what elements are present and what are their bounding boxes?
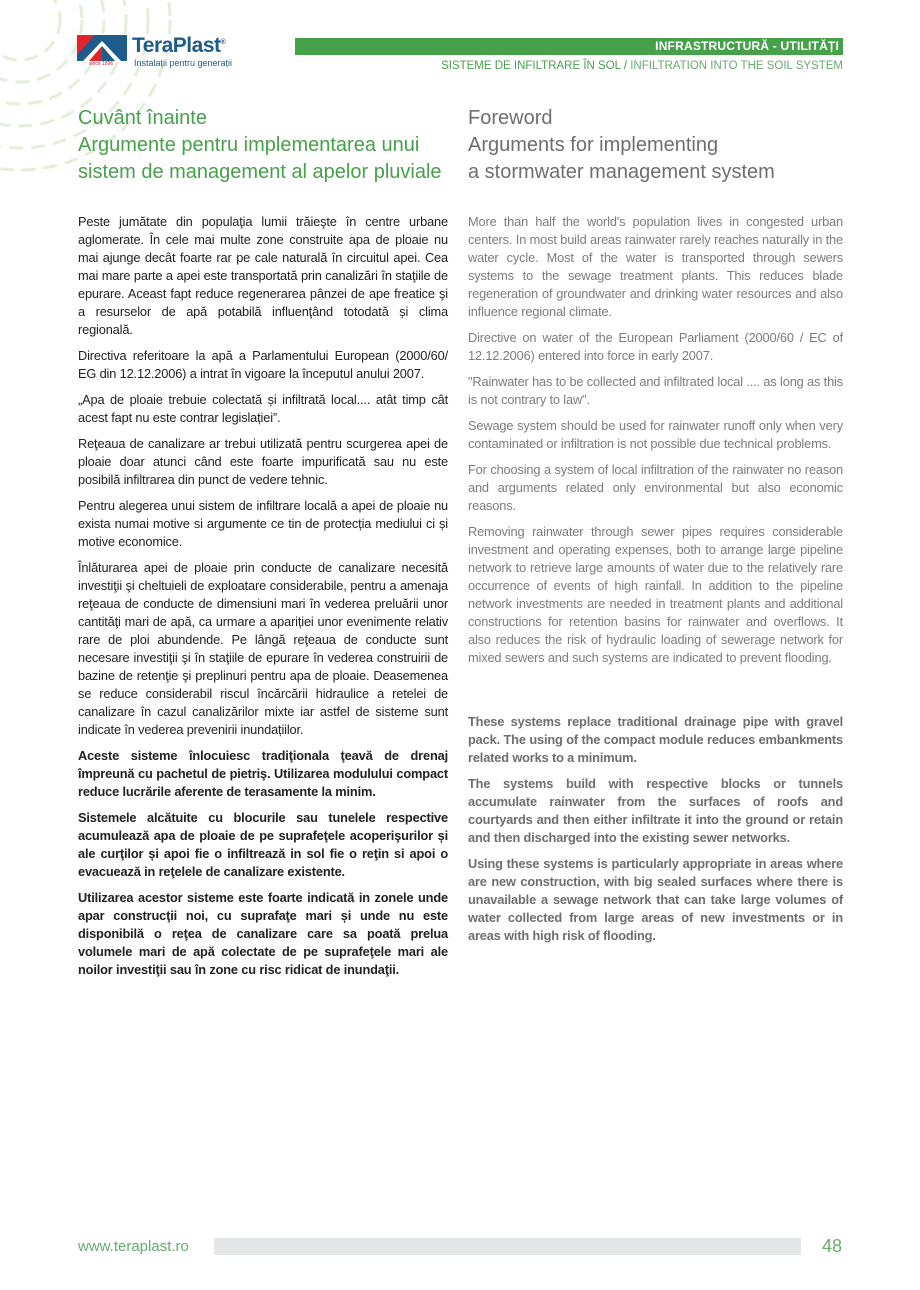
body-ro xyxy=(78,213,448,979)
heading-ro xyxy=(78,105,448,186)
bold-paragraph: Aceste sisteme înlocuiesc tradiţionala ţeavă de drenaj împreună cu pachetul de pietriş. Utilizarea modulului compact reduce lucrările aferente de terasamente la minim. xyxy=(78,748,448,799)
heading-line: Cuvânt înainte xyxy=(78,107,207,129)
subtitle-separator: / xyxy=(620,60,631,72)
spacer xyxy=(468,675,843,713)
bold-paragraph: Sistemele alcătuite cu blocurile sau tunelele respective acumulează apa de ploaie de pe suprafeţele acoperişurilor și ale curţilor și apoi fie o infiltrează in sol fie o reţin si apoi o evacuează in reţelele de canalizare existente. xyxy=(78,810,448,879)
page-number: 48 xyxy=(822,1236,843,1256)
paragraph: Pentru alegerea unui sistem de infiltrare locală a apei de ploaie nu exista numai motive si argumente ce tin de protecția mediului ci și motive economice. xyxy=(78,498,448,549)
paragraph: Peste jumătate din populaţia lumii trăieşte în centre urbane aglomerate. În cele mai multe zone construite apa de ploaie nu mai ajunge decât foarte rar pe cale naturală în circuitul apei. Cea mai mare parte a apei este transportată prin canalizări în staţiile de epurare. Aceast fapt reduce regenerarea pânzei de ape freatice şi a resurselor de apă potabilă influenţând totodată și clima regională. xyxy=(78,214,448,337)
footer-bar xyxy=(214,1238,801,1255)
subtitle-ro: SISTEME DE INFILTRARE ÎN SOL xyxy=(441,60,621,72)
logo-roof-icon xyxy=(77,35,127,61)
paragraph: Directive on water of the European Parliament (2000/60 / EC of 12.12.2006) entered into force in early 2007. xyxy=(468,330,843,363)
paragraph: "Rainwater has to be collected and infiltrated local .... as long as this is not contrary to law". xyxy=(468,374,843,407)
paragraph: Înlăturarea apei de ploaie prin conducte de canalizare necesită investiţii şi cheltuieli de exploatare considerabile, pentru a amenaja reţeaua de conducte de dimensiuni mari în vederea preluării unor cantităţi mari de apă, ca urmare a apariției unor evenimente relativ rare de ploi abundende. Pe lângă reţeaua de conducte sunt necesare investiţii şi în staţiile de epurare în vederea construirii de bazine de retenţie şi preplinuri pentru apa de ploaie. Deasemenea se reduce considerabil riscul încărcării hidraulice a retelei de canalizare în cazul canalizărilor mixte iar astfel de sisteme sunt indicate în vederea prevenirii inundațiilor. xyxy=(78,560,448,737)
paragraph: Directiva referitoare la apă a Parlamentului European (2000/60/ EG din 12.12.2006) a intrat în vigoare la începutul anului 2007. xyxy=(78,348,448,381)
section-subtitle xyxy=(441,60,843,72)
heading-line: Argumente pentru implementarea unui xyxy=(78,134,420,156)
paragraph: Sewage system should be used for rainwater runoff only when very contaminated or infiltration is not possible due technical problems. xyxy=(468,418,843,451)
body-en xyxy=(468,213,843,945)
romanian-column xyxy=(78,105,448,987)
heading-line: Arguments for implementing xyxy=(468,134,719,156)
bold-paragraph: The systems build with respective blocks or tunnels accumulate rainwater from the surfaces of roofs and courtyards and then either infiltrate it into the ground or retain and then discharged into the existing sewer networks. xyxy=(468,776,843,845)
paragraph: „Apa de ploaie trebuie colectată și infiltrată local.... atât timp cât acest fapt nu este contrar legislației”. xyxy=(78,392,448,425)
english-column xyxy=(468,105,843,953)
paragraph: Reţeaua de canalizare ar trebui utilizată pentru scurgerea apei de ploaie doar atunci când este foarte impurificată sau nu este posibilă infiltrarea din punct de vedere tehnic. xyxy=(78,436,448,487)
logo-since: since 1896 xyxy=(89,61,114,67)
paragraph: For choosing a system of local infiltration of the rainwater no reason and arguments related only environmental but also economic reasons. xyxy=(468,462,843,513)
heading-en xyxy=(468,105,843,186)
website-link[interactable]: www.teraplast.ro xyxy=(78,1238,189,1255)
bold-paragraph: Using these systems is particularly appropriate in areas where are new construction, with big sealed surfaces where there is unavailable a sewage network that can take large volumes of water collected from large areas of new investments or in areas with high risk of flooding. xyxy=(468,856,843,943)
heading-line: sistem de management al apelor pluviale xyxy=(78,161,442,183)
subtitle-en: INFILTRATION INTO THE SOIL SYSTEM xyxy=(630,60,843,72)
heading-line: Foreword xyxy=(468,107,553,129)
heading-line: a stormwater management system xyxy=(468,161,775,183)
logo-name: TeraPlast® xyxy=(132,34,226,57)
paragraph: Removing rainwater through sewer pipes requires considerable investment and operating expenses, both to arrange large pipeline network to retrieve large amounts of water due to the relatively rare occurrence of events of high rainfall. In addition to the pipeline network investments are needed in treatment plants and additional constructions for retention basins for rainwater and overflows. It also reduces the risk of hydraulic loading of sewerage network for mixed sewers and such systems are indicated to prevent flooding. xyxy=(468,524,843,665)
logo-tagline: Instalații pentru generații xyxy=(134,58,233,68)
bold-paragraph: Utilizarea acestor sisteme este foarte indicată in zonele unde apar construcţii noi, cu suprafaţe mari și unde nu este disponibilă o reţea de canalizare care sa poată prelua volumele mari de apă colectate de pe suprafeţele mari ale noilor investiţii sau în zone cu risc ridicat de inundaţii. xyxy=(78,890,448,977)
category-bar xyxy=(295,38,843,55)
teraplast-logo[interactable] xyxy=(77,34,242,70)
paragraph: More than half the world's population lives in congested urban centers. In most build areas rainwater rarely reaches naturally in the water cycle. Most of the water is transported through sewers systems to the sewage treatment plants. This reduces blade regeneration of groundwater and drinking water resources and also influence regional climate. xyxy=(468,214,843,319)
bold-paragraph: These systems replace traditional drainage pipe with gravel pack. The using of the compact module reduces embankments related works to a minimum. xyxy=(468,714,843,765)
category-title: INFRASTRUCTURĂ - UTILITĂȚI xyxy=(655,39,839,53)
